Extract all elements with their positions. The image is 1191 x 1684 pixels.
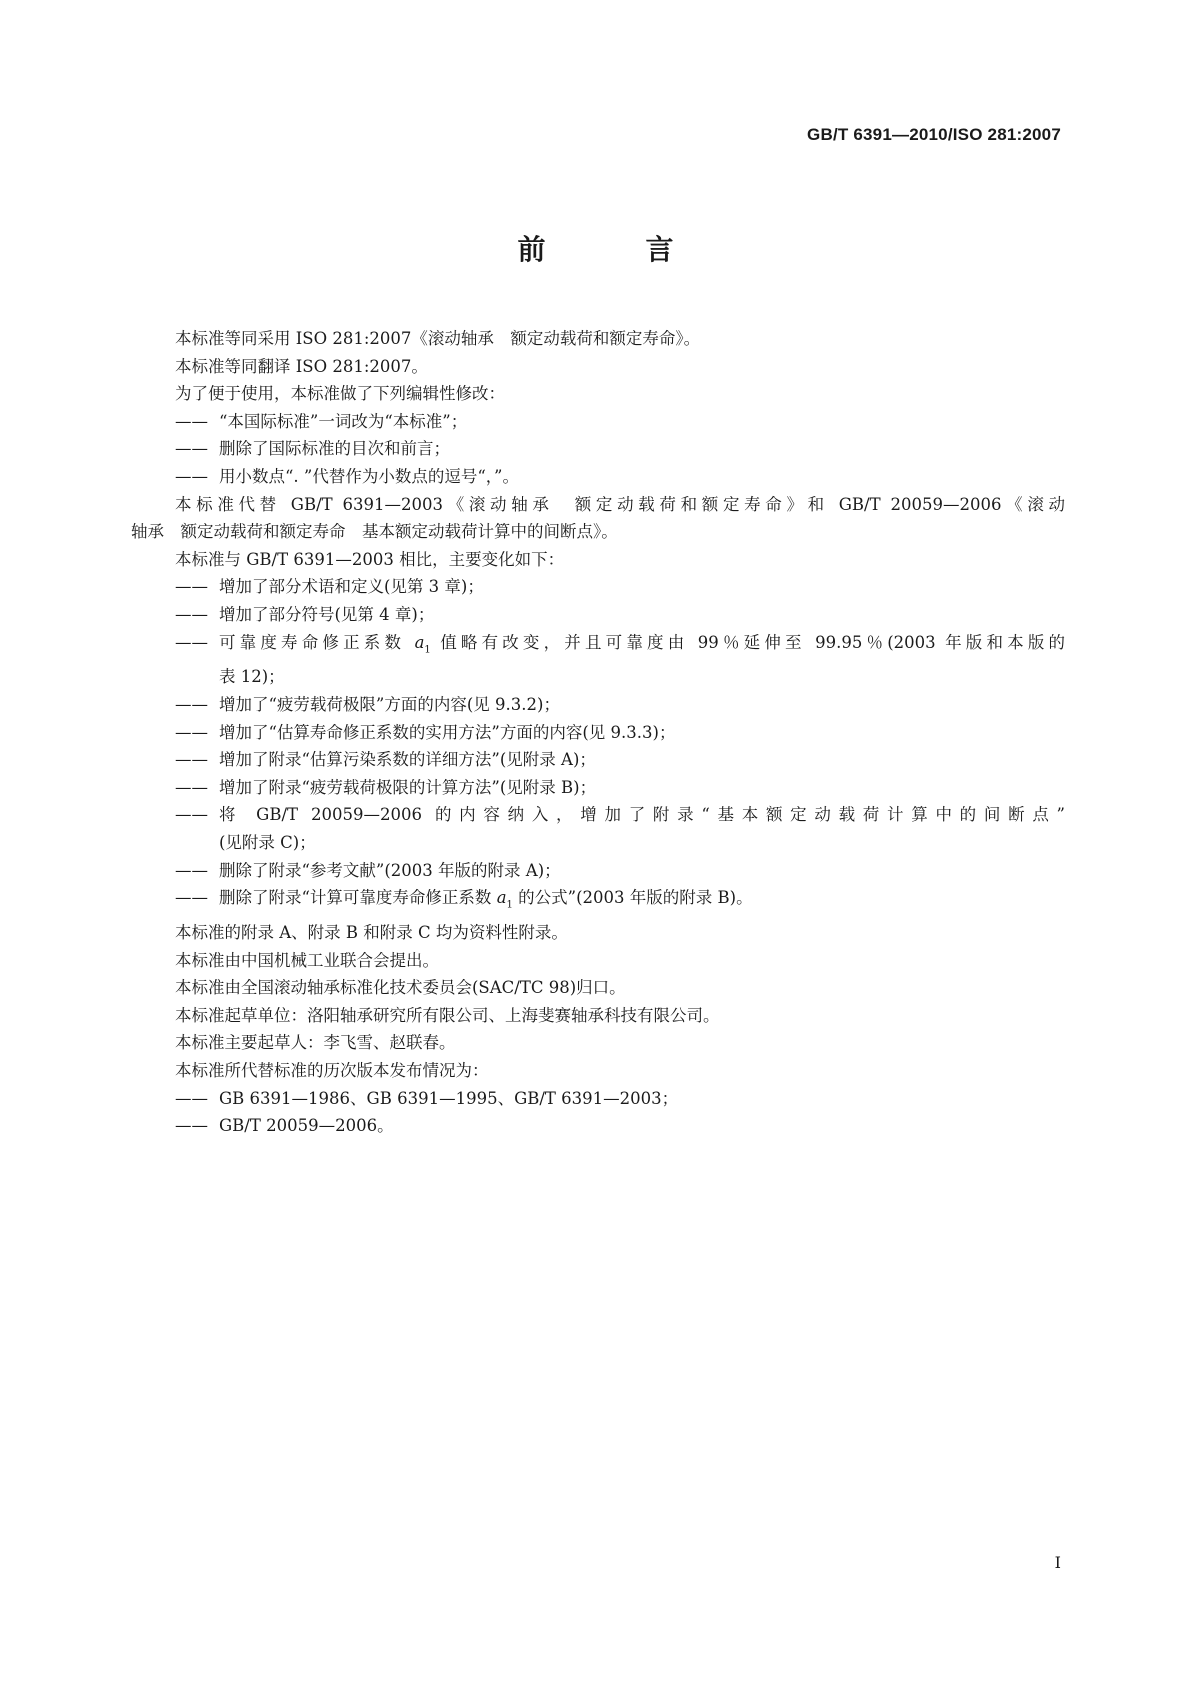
list-item (175, 719, 1065, 747)
dash-mark: —— (175, 860, 208, 880)
list-item-text: 删除了附录“参考文献”(2003 年版的附录 A)； (219, 860, 561, 880)
list-item (175, 601, 1065, 629)
list-item-text: 增加了“估算寿命修正系数的实用方法”方面的内容(见 9.3.3)； (219, 722, 676, 742)
paragraph: 本标准起草单位：洛阳轴承研究所有限公司、上海斐赛轴承科技有限公司。 (175, 1005, 720, 1025)
list-item-text: 增加了附录“疲劳载荷极限的计算方法”(见附录 B)； (219, 777, 597, 797)
paragraph: 为了便于使用，本标准做了下列编辑性修改： (175, 384, 505, 404)
list-item (175, 435, 1065, 463)
list-item (175, 691, 1065, 719)
paragraph: 本标准与 GB/T 6391—2003 相比，主要变化如下： (175, 549, 565, 569)
list-item-continuation (175, 829, 1065, 857)
list-item-continuation (175, 663, 1065, 691)
list-item-text: 删除了附录“计算可靠度寿命修正系数 (219, 888, 497, 908)
list-item-text: 增加了部分术语和定义(见第 3 章)； (219, 577, 484, 597)
list-item (175, 408, 1065, 436)
paragraph: 本标准由中国机械工业联合会提出。 (175, 950, 439, 970)
list-item-text: 增加了附录“估算污染系数的详细方法”(见附录 A)； (219, 750, 596, 770)
variable: a (414, 632, 425, 652)
list-item (175, 1085, 1065, 1113)
variable: a (496, 888, 507, 908)
list-item (175, 629, 1065, 664)
dash-mark: —— (175, 888, 208, 908)
list-item-text: 增加了“疲劳载荷极限”方面的内容(见 9.3.2)； (219, 695, 560, 715)
list-item-text: 删除了国际标准的目次和前言； (219, 439, 450, 459)
dash-mark: —— (175, 805, 208, 825)
list-item (175, 746, 1065, 774)
page-number: I (1054, 1553, 1061, 1572)
list-item-text: 将 GB/T 20059—2006 的内容纳入，增加了附录“基本额定动载荷计算中的间断点” (219, 805, 1065, 825)
list-item-text: GB/T 20059—2006。 (219, 1116, 394, 1136)
list-item-text: “本国际标准”一词改为“本标准”； (219, 411, 468, 431)
dash-mark: —— (175, 466, 208, 486)
dash-mark: —— (175, 750, 208, 770)
paragraph: 本标准由全国滚动轴承标准化技术委员会(SAC/TC 98)归口。 (175, 978, 626, 998)
list-item (175, 463, 1065, 491)
dash-mark: —— (175, 695, 208, 715)
paragraph: 本标准主要起草人：李飞雪、赵联春。 (175, 1033, 456, 1053)
dash-mark: —— (175, 604, 208, 624)
paragraph-line: 本标准代替 GB/T 6391—2003《滚动轴承 额定动载荷和额定寿命》和 GB/T 20059—2006《滚动 (175, 494, 1065, 514)
list-item-text: 可靠度寿命修正系数 (219, 632, 415, 652)
dash-mark: —— (175, 577, 208, 597)
paragraph-line: 轴承 额定动载荷和额定寿命 基本额定动载荷计算中的间断点》。 (131, 522, 618, 542)
dash-mark: —— (175, 632, 208, 652)
dash-mark: —— (175, 1088, 208, 1108)
list-item-text: 表 12)； (219, 667, 285, 687)
dash-mark: —— (175, 1116, 208, 1136)
dash-mark: —— (175, 777, 208, 797)
subscript: 1 (424, 643, 431, 655)
list-item-text: 值略有改变，并且可靠度由 99％延伸至 99.95％(2003 年版和本版的 (430, 632, 1065, 652)
paragraph: 本标准等同翻译 ISO 281:2007。 (175, 356, 428, 376)
list-item (175, 1112, 1065, 1140)
list-item-text: 的公式”(2003 年版的附录 B)。 (512, 888, 753, 908)
dash-mark: —— (175, 722, 208, 742)
paragraph: 本标准等同采用 ISO 281:2007《滚动轴承 额定动载荷和额定寿命》。 (175, 329, 701, 348)
list-item (175, 857, 1065, 885)
page-title: 前 言 (517, 233, 710, 266)
list-item-text: 增加了部分符号(见第 4 章)； (219, 604, 435, 624)
list-item (175, 884, 1065, 919)
dash-mark: —— (175, 439, 208, 459)
document-id: GB/T 6391—2010/ISO 281:2007 (807, 125, 1061, 144)
list-item-text: 用小数点“. ”代替作为小数点的逗号“，”。 (219, 466, 519, 486)
list-item-text: GB 6391—1986、GB 6391—1995、GB/T 6391—2003； (219, 1088, 679, 1108)
dash-mark: —— (175, 411, 208, 431)
paragraph: 本标准所代替标准的历次版本发布情况为： (175, 1061, 489, 1081)
paragraph: 本标准的附录 A、附录 B 和附录 C 均为资料性附录。 (175, 923, 568, 943)
foreword-body (131, 325, 1065, 1140)
subscript: 1 (506, 899, 513, 911)
list-item (175, 573, 1065, 601)
list-item (175, 801, 1065, 829)
list-item-text: (见附录 C)； (219, 832, 316, 852)
list-item (175, 774, 1065, 802)
